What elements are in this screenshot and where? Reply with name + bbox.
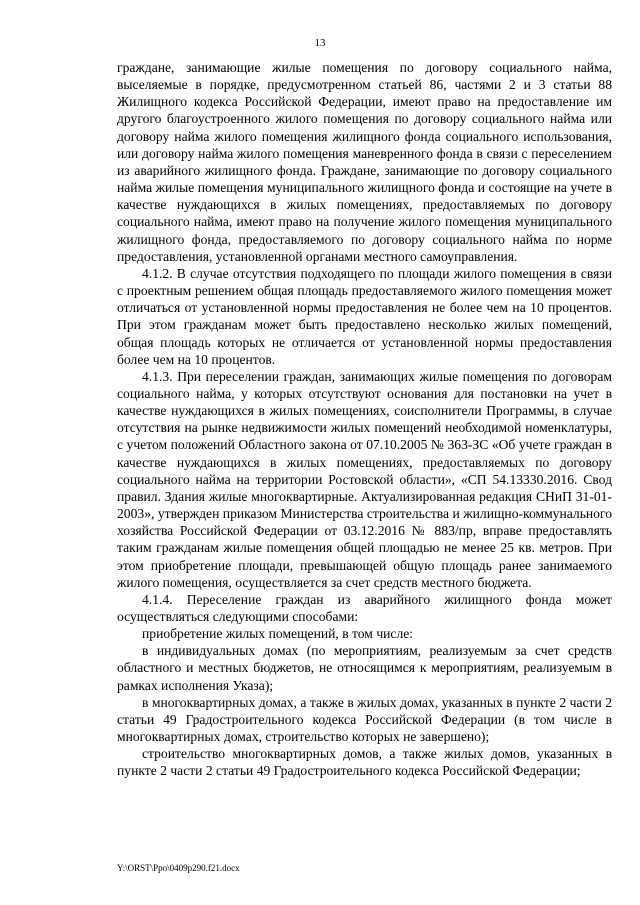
document-body	[117, 59, 612, 780]
paragraph-4-1-3: 4.1.3. При переселении граждан, занимающих жилые помещения по договорам социального найма, у которых отсутствуют основания для постановки на учет в качестве нуждающихся в жилых помещениях, соисполнители Программы, в случае отсутствия на рынке недвижимости жилых помещений необходимой номенклатуры, с учетом положений Областного закона от 07.10.2005 № 363-ЗС «Об учете граждан в качестве нуждающихся в жилых помещениях, предоставляемых по договору социального найма на территории Ростовской области», «СП 54.13330.2016. Свод правил. Здания жилые многоквартирные. Актуализированная редакция СНиП 31-01-2003», утвержден приказом Министерства строительства и жилищно-коммунального хозяйства Российской Федерации от 03.12.2016 № 883/пр, вправе предоставлять таким гражданам жилые помещения общей площадью не менее 25 кв. метров. При этом приобретение площади, превышающей общую площадь ранее занимаемого жилого помещения, осуществляется за счет средств местного бюджета.	[117, 368, 612, 590]
paragraph-housing-rights: граждане, занимающие жилые помещения по договору социального найма, выселяемые в порядке, предусмотренном статьей 86, частями 2 и 3 статьи 88 Жилищного кодекса Российской Федерации, имеют право на предоставление им другого благоустроенного жилого помещения по договору социального найма или договору найма жилого помещения жилищного фонда социального использования, или договору найма жилого помещения маневренного фонда в связи с переселением из аварийного жилищного фонда. Граждане, занимающие по договору социального найма жилые помещения муниципального жилищного фонда и состоящие на учете в качестве нуждающихся в жилых помещениях, предоставляемых по договору социального найма, имеют право на получение жилого помещения муниципального жилищного фонда, предоставляемого по договору социального найма по норме предоставления, установленной органами местного самоуправления.	[117, 60, 612, 264]
paragraph-4-1-2: 4.1.2. В случае отсутствия подходящего по площади жилого помещения в связи с проектным решением общая площадь предоставляемого жилого помещения может отличаться от установленной нормы предоставления не более чем на 10 процентов. При этом гражданам может быть предоставлено несколько жилых помещений, общая площадь которых не отличается от установленной нормы предоставления более чем на 10 процентов.	[117, 265, 612, 367]
paragraph-individual-houses: в индивидуальных домах (по мероприятиям, реализуемым за счет средств областного и местных бюджетов, не относящимся к мероприятиям, реализуемым в рамках исполнения Указа);	[117, 643, 612, 693]
page-number: 13	[314, 37, 326, 49]
footer-file-path: Y:\ORST\Ppo\0409p290.f21.docx	[117, 863, 240, 873]
paragraph-4-1-4: 4.1.4. Переселение граждан из аварийного жилищного фонда может осуществляться следующими способами:	[117, 591, 612, 624]
paragraph-construction: строительство многоквартирных домов, а также жилых домов, указанных в пункте 2 части 2 статьи 49 Градостроительного кодекса Российской Федерации;	[117, 746, 612, 779]
paragraph-acquisition: приобретение жилых помещений, в том числе:	[142, 626, 414, 642]
paragraph-apartment-buildings: в многоквартирных домах, а также в жилых домах, указанных в пункте 2 части 2 статьи 49 Градостроительного кодекса Российской Федерации (в том числе в многоквартирных домах, строительство которых не завершено);	[117, 694, 612, 745]
